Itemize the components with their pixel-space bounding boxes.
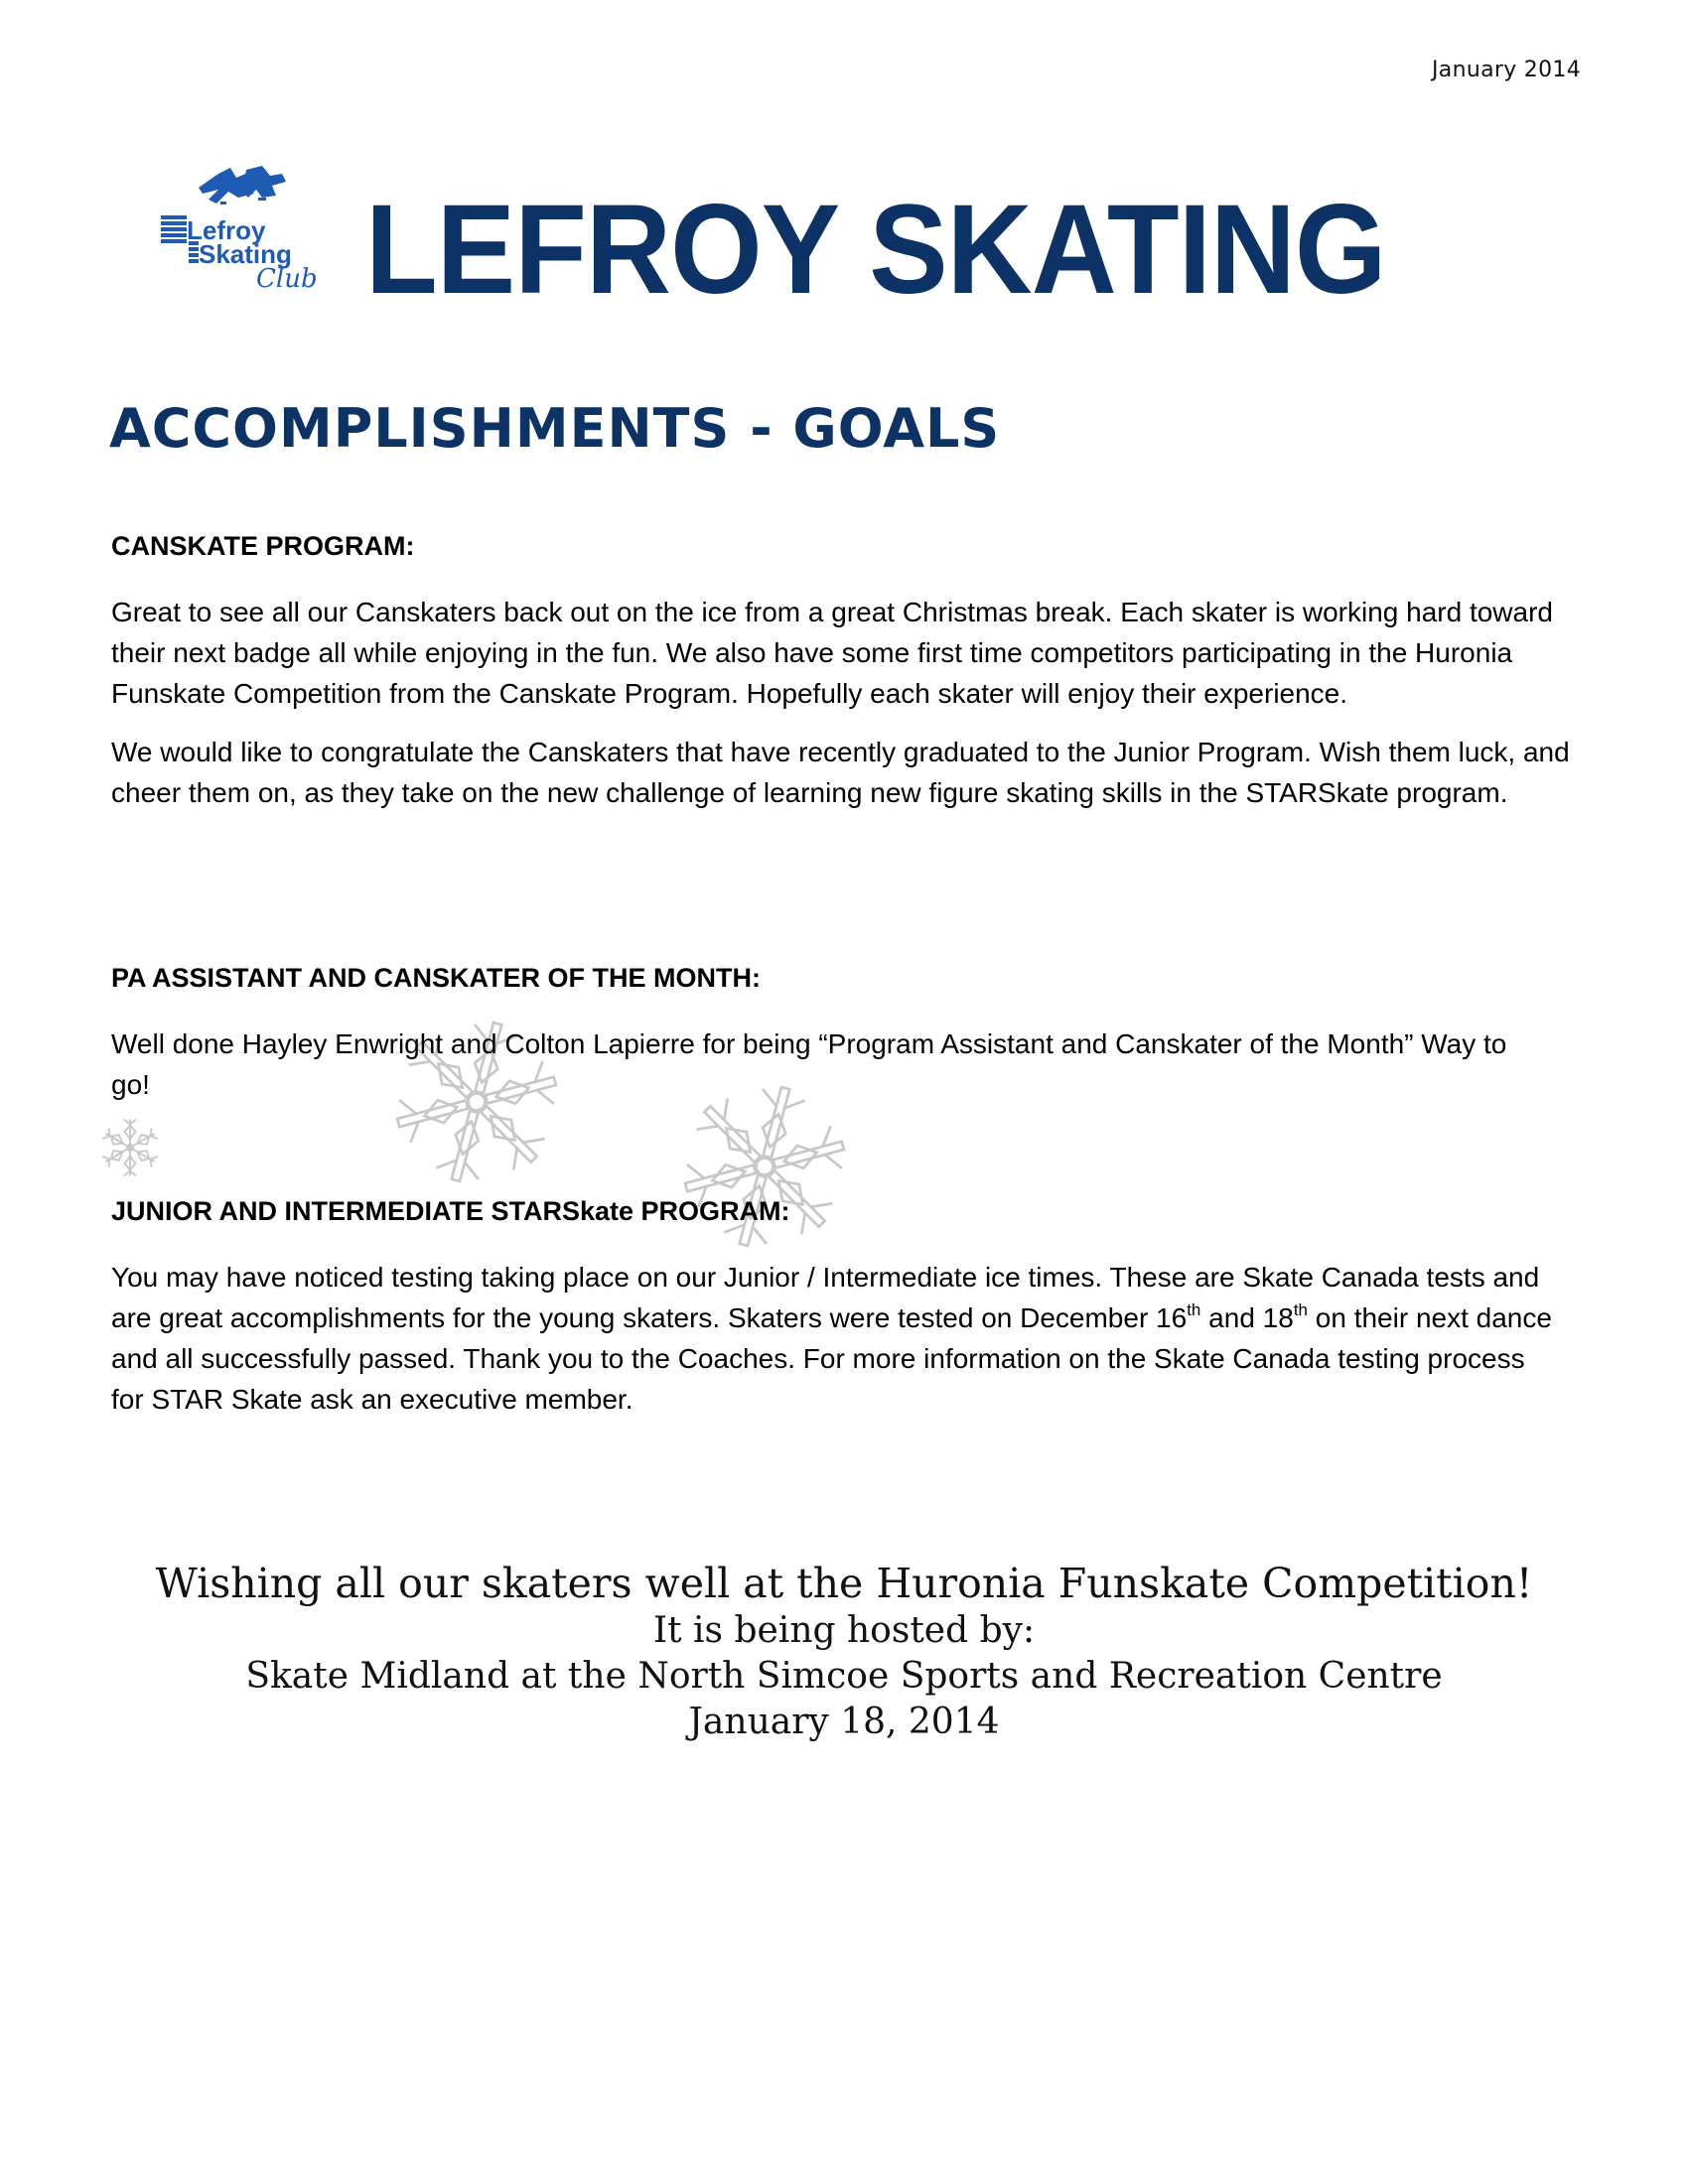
- section-starskate: [111, 1191, 1581, 1420]
- closing-event-date: January 18, 2014: [688, 1702, 1000, 1742]
- paragraph-text: You may have noticed testing taking place on our Junior / Intermediate ice times. These are Skate Canada tests and are great accomplishments for the young skaters. Skaters were tested on December 16: [111, 1262, 1540, 1333]
- section-paragraph: [111, 1257, 1561, 1420]
- section-heading: PA ASSISTANT AND CANSKATER OF THE MONTH:: [111, 963, 761, 993]
- section-paragraph: Great to see all our Canskaters back out on the ice from a great Christmas break. Each skater is working hard toward their next badge all while enjoying in the fun. We also have some first time competitors participating in the Huronia Funskate Competition from the Canskate Program. Hopefully each skater will enjoy their experience.: [111, 597, 1553, 709]
- skaters-logo-icon: [159, 164, 348, 293]
- masthead-title: LEFROY SKATING: [365, 179, 1386, 321]
- section-pa-assistant: [111, 958, 1581, 1105]
- svg-text:Lefroy: Lefroy: [187, 215, 266, 245]
- section-paragraph: Well done Hayley Enwright and Colton Lapierre for being “Program Assistant and Canskater of the Month” Way to go!: [111, 1028, 1507, 1100]
- page-title: ACCOMPLISHMENTS - GOALS: [109, 397, 1001, 460]
- snowflake-icon: [99, 1117, 161, 1178]
- section-canskate: [111, 526, 1581, 813]
- newsletter-date: January 2014: [1432, 58, 1581, 82]
- section-paragraph: We would like to congratulate the Canskaters that have recently graduated to the Junior Program. Wish them luck, and cheer them on, as they take on the new challenge of learning new figure skating skills in the STARSkate program.: [111, 737, 1570, 808]
- ordinal-suffix: th: [1187, 1300, 1201, 1319]
- closing-wish: Wishing all our skaters well at the Huronia Funskate Competition!: [155, 1560, 1533, 1607]
- svg-text:Club: Club: [256, 264, 318, 293]
- paragraph-text: and 18: [1200, 1302, 1294, 1333]
- paragraph-text: on their next dance and all successfully passed. Thank you to the Coaches. For more information on the Skate Canada testing process for STAR Skate ask an executive member.: [111, 1302, 1552, 1415]
- section-heading: JUNIOR AND INTERMEDIATE STARSkate PROGRAM:: [111, 1196, 790, 1226]
- svg-text:Skating: Skating: [199, 239, 292, 269]
- section-heading: CANSKATE PROGRAM:: [111, 531, 415, 561]
- club-logo: [159, 164, 348, 293]
- ordinal-suffix: th: [1293, 1300, 1308, 1319]
- closing-host-intro: It is being hosted by:: [652, 1610, 1036, 1651]
- closing-message: [0, 1559, 1688, 1745]
- closing-host-venue: Skate Midland at the North Simcoe Sports and Recreation Centre: [245, 1656, 1443, 1697]
